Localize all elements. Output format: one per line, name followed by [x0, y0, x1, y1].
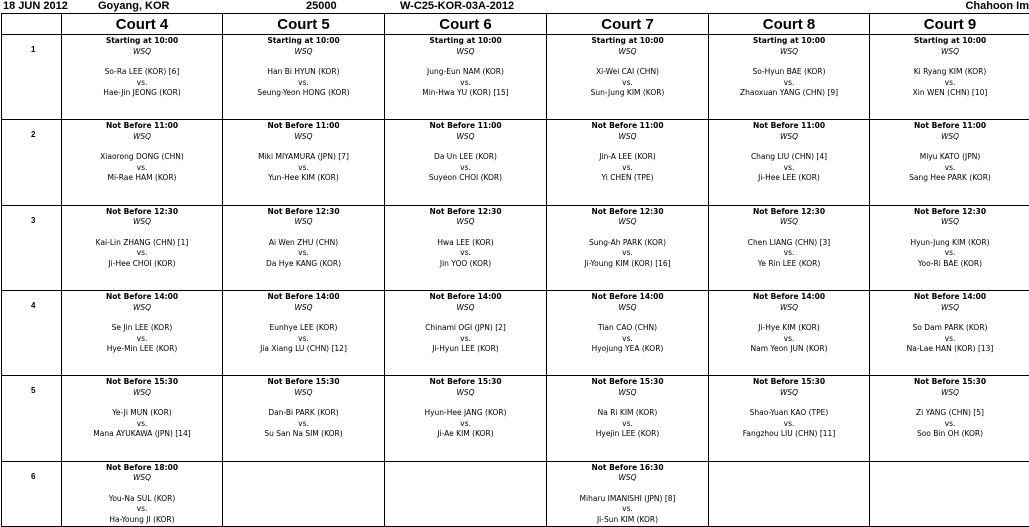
match-event: WSQ: [709, 388, 869, 399]
match-cell: [547, 35, 709, 120]
player-two: Nam Yeon JUN (KOR): [709, 344, 869, 355]
match-cell: [223, 205, 385, 290]
player-two: Jia Xiang LU (CHN) [12]: [223, 344, 384, 355]
match-cell: [385, 35, 547, 120]
player-one: Chinami OGI (JPN) [2]: [385, 323, 546, 334]
row-number: 3: [31, 216, 61, 225]
match-event: WSQ: [223, 217, 384, 228]
versus-label: vs.: [62, 248, 222, 259]
tournament-code: W-C25-KOR-03A-2012: [400, 0, 514, 12]
player-two: Ha-Young JI (KOR): [62, 515, 222, 526]
player-two: Na-Lae HAN (KOR) [13]: [870, 344, 1029, 355]
match-time: Not Before 15:30: [223, 377, 384, 388]
match-time: Not Before 14:00: [709, 292, 869, 303]
match-cell: [547, 120, 709, 205]
match-time: Not Before 11:00: [547, 121, 708, 132]
spacer: [547, 484, 708, 494]
player-one: Da Un LEE (KOR): [385, 152, 546, 163]
match-cell: [385, 205, 547, 290]
row-number-cell: [2, 376, 62, 461]
match-time: Not Before 12:30: [709, 207, 869, 218]
match-time: Not Before 11:00: [870, 121, 1029, 132]
spacer: [385, 228, 546, 238]
corner-cell: [2, 14, 62, 35]
row-number-cell: [2, 120, 62, 205]
spacer: [62, 57, 222, 67]
player-one: Eunhye LEE (KOR): [223, 323, 384, 334]
match-time: Not Before 11:00: [709, 121, 869, 132]
player-one: Hyun-Hee JANG (KOR): [385, 408, 546, 419]
player-one: Xiaorong DONG (CHN): [62, 152, 222, 163]
player-two: Suyeon CHOI (KOR): [385, 173, 546, 184]
player-two: Jin YOO (KOR): [385, 259, 546, 270]
versus-label: vs.: [547, 419, 708, 430]
match-time: Not Before 15:30: [709, 377, 869, 388]
versus-label: vs.: [385, 419, 546, 430]
spacer: [709, 398, 869, 408]
player-two: Zhaoxuan YANG (CHN) [9]: [709, 88, 869, 99]
match-time: Not Before 14:00: [62, 292, 222, 303]
player-two: Yun-Hee KIM (KOR): [223, 173, 384, 184]
match-time: Not Before 11:00: [62, 121, 222, 132]
spacer: [223, 142, 384, 152]
spacer: [870, 228, 1029, 238]
schedule-row: [2, 291, 1029, 376]
spacer: [870, 398, 1029, 408]
match-cell: [385, 120, 547, 205]
versus-label: vs.: [62, 419, 222, 430]
versus-label: vs.: [547, 334, 708, 345]
spacer: [870, 313, 1029, 323]
versus-label: vs.: [223, 248, 384, 259]
versus-label: vs.: [870, 419, 1029, 430]
match-cell: [870, 35, 1029, 120]
match-event: WSQ: [870, 303, 1029, 314]
match-time: Not Before 14:00: [870, 292, 1029, 303]
empty-cell: [870, 461, 1029, 526]
row-number-cell: [2, 35, 62, 120]
player-two: Yoo-Ri BAE (KOR): [870, 259, 1029, 270]
player-two: Mana AYUKAWA (JPN) [14]: [62, 429, 222, 440]
player-two: Seung-Yeon HONG (KOR): [223, 88, 384, 99]
player-two: Hae-Jin JEONG (KOR): [62, 88, 222, 99]
versus-label: vs.: [547, 504, 708, 515]
schedule-body: [2, 35, 1029, 527]
empty-cell: [385, 461, 547, 526]
versus-label: vs.: [385, 248, 546, 259]
match-cell: [223, 291, 385, 376]
player-one: Sung-Ah PARK (KOR): [547, 238, 708, 249]
versus-label: vs.: [223, 163, 384, 174]
match-time: Starting at 10:00: [385, 36, 546, 47]
match-event: WSQ: [870, 132, 1029, 143]
player-one: Jung-Eun NAM (KOR): [385, 67, 546, 78]
player-one: Ki Ryang KIM (KOR): [870, 67, 1029, 78]
versus-label: vs.: [385, 78, 546, 89]
player-two: Ji-Hee LEE (KOR): [709, 173, 869, 184]
player-one: Dan-Bi PARK (KOR): [223, 408, 384, 419]
empty-cell: [223, 461, 385, 526]
player-one: So-Hyun BAE (KOR): [709, 67, 869, 78]
spacer: [870, 57, 1029, 67]
spacer: [223, 228, 384, 238]
player-two: Sun-Jung KIM (KOR): [547, 88, 708, 99]
player-one: Tian CAO (CHN): [547, 323, 708, 334]
match-cell: [62, 35, 223, 120]
match-time: Not Before 15:30: [62, 377, 222, 388]
match-cell: [62, 120, 223, 205]
player-one: Hyun-Jung KIM (KOR): [870, 238, 1029, 249]
player-two: Ye Rin LEE (KOR): [709, 259, 869, 270]
match-cell: [709, 205, 870, 290]
player-two: Yi CHEN (TPE): [547, 173, 708, 184]
match-event: WSQ: [62, 473, 222, 484]
court-header: Court 7: [547, 14, 709, 35]
match-event: WSQ: [547, 47, 708, 58]
match-event: WSQ: [547, 473, 708, 484]
player-one: So-Ra LEE (KOR) [6]: [62, 67, 222, 78]
spacer: [62, 313, 222, 323]
prize-money: 25000: [306, 0, 337, 12]
spacer: [709, 228, 869, 238]
versus-label: vs.: [870, 78, 1029, 89]
row-number: 4: [31, 301, 61, 310]
match-cell: [870, 376, 1029, 461]
versus-label: vs.: [223, 78, 384, 89]
match-cell: [547, 205, 709, 290]
match-cell: [870, 120, 1029, 205]
player-one: Miharu IMANISHI (JPN) [8]: [547, 494, 708, 505]
match-time: Not Before 15:30: [870, 377, 1029, 388]
court-header: Court 5: [223, 14, 385, 35]
spacer: [870, 142, 1029, 152]
versus-label: vs.: [547, 248, 708, 259]
match-time: Starting at 10:00: [62, 36, 222, 47]
match-event: WSQ: [62, 132, 222, 143]
header-bar: [0, 0, 1029, 12]
player-one: Shao-Yuan KAO (TPE): [709, 408, 869, 419]
match-cell: [709, 291, 870, 376]
spacer: [547, 398, 708, 408]
match-cell: [709, 376, 870, 461]
spacer: [547, 142, 708, 152]
match-cell: [870, 291, 1029, 376]
player-two: Hyojung YEA (KOR): [547, 344, 708, 355]
match-cell: [62, 461, 223, 526]
match-event: WSQ: [385, 132, 546, 143]
player-one: Ai Wen ZHU (CHN): [223, 238, 384, 249]
player-two: Fangzhou LIU (CHN) [11]: [709, 429, 869, 440]
match-time: Not Before 14:00: [385, 292, 546, 303]
court-header: Court 4: [62, 14, 223, 35]
match-cell: [223, 120, 385, 205]
match-cell: [223, 376, 385, 461]
match-time: Starting at 10:00: [709, 36, 869, 47]
match-time: Not Before 15:30: [385, 377, 546, 388]
versus-label: vs.: [709, 78, 869, 89]
player-one: Miki MIYAMURA (JPN) [7]: [223, 152, 384, 163]
player-two: Ji-Young KIM (KOR) [16]: [547, 259, 708, 270]
spacer: [62, 228, 222, 238]
versus-label: vs.: [709, 334, 869, 345]
spacer: [547, 228, 708, 238]
player-two: Ji-Hee CHOI (KOR): [62, 259, 222, 270]
spacer: [385, 142, 546, 152]
match-event: WSQ: [385, 388, 546, 399]
schedule-row: [2, 120, 1029, 205]
match-event: WSQ: [709, 132, 869, 143]
row-number-cell: [2, 205, 62, 290]
spacer: [62, 398, 222, 408]
match-time: Not Before 14:00: [223, 292, 384, 303]
player-one: So Dam PARK (KOR): [870, 323, 1029, 334]
player-two: Ji-Ae KIM (KOR): [385, 429, 546, 440]
match-event: WSQ: [385, 47, 546, 58]
player-two: Soo Bin OH (KOR): [870, 429, 1029, 440]
spacer: [709, 142, 869, 152]
match-cell: [870, 205, 1029, 290]
spacer: [223, 398, 384, 408]
versus-label: vs.: [870, 248, 1029, 259]
match-cell: [385, 376, 547, 461]
player-one: Miyu KATO (JPN): [870, 152, 1029, 163]
player-one: Zi YANG (CHN) [5]: [870, 408, 1029, 419]
spacer: [223, 57, 384, 67]
player-one: Ye-Ji MUN (KOR): [62, 408, 222, 419]
player-two: Ji-Sun KIM (KOR): [547, 515, 708, 526]
match-event: WSQ: [223, 132, 384, 143]
match-event: WSQ: [547, 132, 708, 143]
match-event: WSQ: [223, 388, 384, 399]
match-event: WSQ: [62, 47, 222, 58]
player-one: Se Jin LEE (KOR): [62, 323, 222, 334]
spacer: [385, 313, 546, 323]
order-of-play-table: [1, 13, 1029, 527]
match-event: WSQ: [223, 47, 384, 58]
player-one: Jin-A LEE (KOR): [547, 152, 708, 163]
event-date: 18 JUN 2012: [3, 0, 68, 12]
match-cell: [62, 376, 223, 461]
player-two: Min-Hwa YU (KOR) [15]: [385, 88, 546, 99]
match-time: Not Before 12:30: [223, 207, 384, 218]
versus-label: vs.: [62, 163, 222, 174]
versus-label: vs.: [709, 163, 869, 174]
match-time: Starting at 10:00: [223, 36, 384, 47]
match-cell: [709, 35, 870, 120]
versus-label: vs.: [870, 163, 1029, 174]
versus-label: vs.: [547, 163, 708, 174]
player-two: Ji-Hyun LEE (KOR): [385, 344, 546, 355]
match-time: Not Before 14:00: [547, 292, 708, 303]
match-event: WSQ: [223, 303, 384, 314]
spacer: [62, 484, 222, 494]
player-one: Xi-Wei CAI (CHN): [547, 67, 708, 78]
match-event: WSQ: [870, 47, 1029, 58]
versus-label: vs.: [385, 334, 546, 345]
versus-label: vs.: [223, 334, 384, 345]
match-time: Not Before 12:30: [385, 207, 546, 218]
versus-label: vs.: [709, 419, 869, 430]
versus-label: vs.: [62, 504, 222, 515]
match-time: Not Before 18:00: [62, 463, 222, 474]
player-two: Sang Hee PARK (KOR): [870, 173, 1029, 184]
court-header: Court 6: [385, 14, 547, 35]
player-one: Na Ri KIM (KOR): [547, 408, 708, 419]
match-cell: [223, 35, 385, 120]
match-event: WSQ: [547, 217, 708, 228]
player-two: Xin WEN (CHN) [10]: [870, 88, 1029, 99]
court-header-row: [2, 14, 1029, 35]
schedule-row: [2, 35, 1029, 120]
versus-label: vs.: [870, 334, 1029, 345]
spacer: [223, 313, 384, 323]
player-one: Chen LIANG (CHN) [3]: [709, 238, 869, 249]
player-one: Ji-Hye KIM (KOR): [709, 323, 869, 334]
match-time: Starting at 10:00: [547, 36, 708, 47]
match-time: Starting at 10:00: [870, 36, 1029, 47]
row-number: 6: [31, 472, 61, 481]
empty-cell: [709, 461, 870, 526]
match-time: Not Before 15:30: [547, 377, 708, 388]
schedule-row: [2, 461, 1029, 526]
match-event: WSQ: [870, 388, 1029, 399]
match-cell: [709, 120, 870, 205]
versus-label: vs.: [547, 78, 708, 89]
match-event: WSQ: [709, 47, 869, 58]
versus-label: vs.: [62, 78, 222, 89]
spacer: [547, 57, 708, 67]
player-two: Mi-Rae HAM (KOR): [62, 173, 222, 184]
match-event: WSQ: [547, 303, 708, 314]
row-number: 5: [31, 386, 61, 395]
match-event: WSQ: [62, 303, 222, 314]
versus-label: vs.: [709, 248, 869, 259]
player-two: Su San Na SIM (KOR): [223, 429, 384, 440]
match-cell: [385, 291, 547, 376]
player-one: You-Na SUL (KOR): [62, 494, 222, 505]
row-number: 2: [31, 130, 61, 139]
match-event: WSQ: [385, 303, 546, 314]
spacer: [385, 57, 546, 67]
match-cell: [547, 461, 709, 526]
match-cell: [62, 291, 223, 376]
spacer: [385, 398, 546, 408]
match-cell: [547, 376, 709, 461]
spacer: [547, 313, 708, 323]
match-time: Not Before 11:00: [385, 121, 546, 132]
match-time: Not Before 12:30: [547, 207, 708, 218]
row-number-cell: [2, 461, 62, 526]
player-two: Hyejin LEE (KOR): [547, 429, 708, 440]
versus-label: vs.: [223, 419, 384, 430]
match-time: Not Before 16:30: [547, 463, 708, 474]
match-cell: [62, 205, 223, 290]
spacer: [709, 313, 869, 323]
match-event: WSQ: [62, 217, 222, 228]
match-time: Not Before 12:30: [62, 207, 222, 218]
match-event: WSQ: [709, 217, 869, 228]
match-event: WSQ: [62, 388, 222, 399]
player-one: Han Bi HYUN (KOR): [223, 67, 384, 78]
versus-label: vs.: [385, 163, 546, 174]
schedule-row: [2, 205, 1029, 290]
row-number: 1: [31, 45, 61, 54]
match-time: Not Before 11:00: [223, 121, 384, 132]
player-one: Hwa LEE (KOR): [385, 238, 546, 249]
match-event: WSQ: [870, 217, 1029, 228]
player-one: Chang LIU (CHN) [4]: [709, 152, 869, 163]
match-time: Not Before 12:30: [870, 207, 1029, 218]
match-event: WSQ: [547, 388, 708, 399]
referee-name: Chahoon Im: [965, 0, 1029, 12]
match-event: WSQ: [385, 217, 546, 228]
player-two: Hye-Min LEE (KOR): [62, 344, 222, 355]
schedule-row: [2, 376, 1029, 461]
match-event: WSQ: [709, 303, 869, 314]
court-header: Court 9: [870, 14, 1029, 35]
match-cell: [547, 291, 709, 376]
spacer: [709, 57, 869, 67]
versus-label: vs.: [62, 334, 222, 345]
court-header: Court 8: [709, 14, 870, 35]
event-location: Goyang, KOR: [98, 0, 170, 12]
player-two: Da Hye KANG (KOR): [223, 259, 384, 270]
player-one: Kai-Lin ZHANG (CHN) [1]: [62, 238, 222, 249]
row-number-cell: [2, 291, 62, 376]
spacer: [62, 142, 222, 152]
